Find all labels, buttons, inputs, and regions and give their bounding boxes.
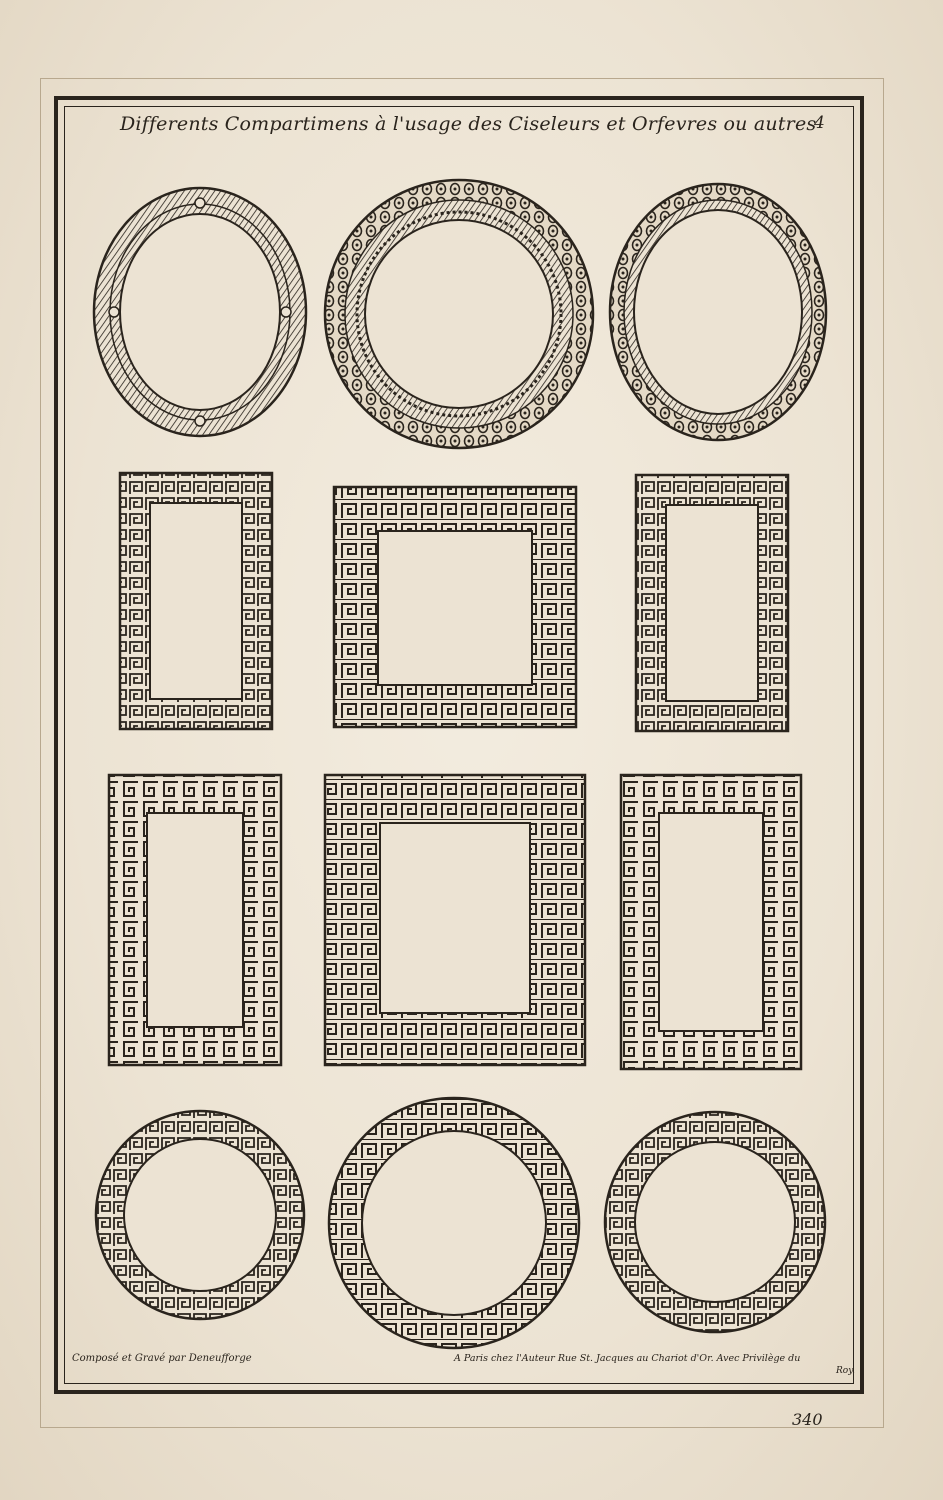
round-frame-greek-key	[605, 1112, 825, 1332]
rect-frame-greek-key	[120, 473, 272, 729]
oval-frame-egg-and-dart	[610, 184, 826, 440]
catalog-number: 340	[792, 1410, 823, 1429]
rect-frame-greek-key	[109, 775, 281, 1065]
rect-frame-greek-key	[325, 775, 585, 1065]
publisher-credit: A Paris chez l'Auteur Rue St. Jacques au Chariot d'Or. Avec Privilège du	[454, 1353, 801, 1364]
oval-frame-laurel	[94, 188, 306, 436]
round-frame-beaded	[325, 180, 593, 448]
engraver-credit: Composé et Gravé par Deneufforge	[72, 1353, 252, 1364]
round-frame-greek-key	[329, 1098, 579, 1348]
plate-number: 4	[814, 113, 825, 133]
rect-frame-greek-key	[636, 475, 788, 731]
publisher-credit-tail: Roy.	[836, 1366, 855, 1376]
rect-frame-greek-key	[334, 487, 576, 727]
rect-frame-greek-key	[621, 775, 801, 1069]
round-frame-greek-key	[96, 1111, 304, 1319]
plate-title: Differents Compartimens à l'usage des Ciseleurs et Orfevres ou autres	[120, 113, 817, 135]
